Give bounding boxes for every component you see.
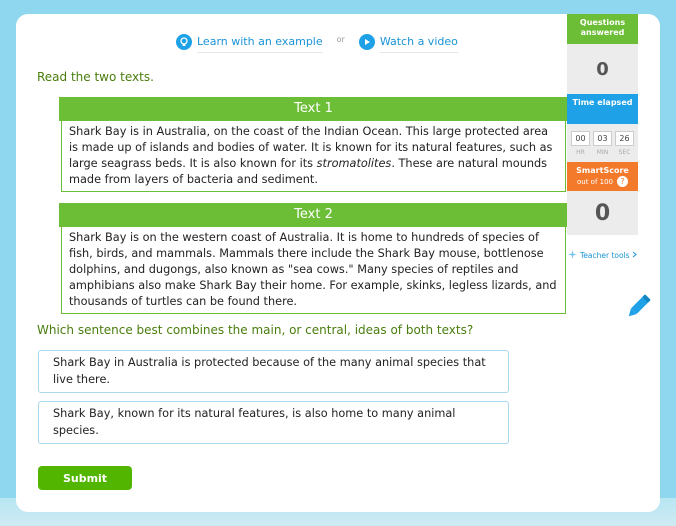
learn-with-example-label: Learn with an example — [197, 35, 323, 53]
timer-minutes-unit: MIN — [596, 149, 609, 156]
smartscore-out-of: out of 100 — [576, 177, 614, 186]
text-1-block — [59, 97, 568, 192]
teacher-tools-label: Teacher tools — [580, 251, 630, 260]
timer-seconds — [615, 131, 634, 162]
text-2-body: Shark Bay is on the western coast of Australia. It is home to hundreds of species of fish, birds, and mammals. Mammals there include the Shark Bay mouse, bottlenose dolphins, and dugongs, also known as "sea cows." Many species of reptiles and amphibians also make Shark Bay their home. For example, skinks, legless lizards, and thousands of turtles can be found there. — [61, 227, 566, 314]
timer-seconds-value: 26 — [615, 131, 634, 146]
lightbulb-icon — [176, 34, 192, 50]
question-icon[interactable]: ? — [617, 176, 628, 187]
chevron-right-icon — [632, 251, 637, 260]
text-1-italic-term: stromatolites — [316, 157, 392, 170]
timer — [567, 124, 638, 162]
learn-with-example-link[interactable] — [176, 31, 323, 53]
questions-answered-value: 0 — [567, 44, 638, 94]
answer-option-1[interactable]: Shark Bay in Australia is protected because of the many animal species that live there. — [38, 350, 509, 393]
smartscore-label: SmartScore — [576, 166, 629, 175]
help-bar — [176, 32, 458, 52]
watch-video-link[interactable] — [359, 31, 458, 53]
timer-minutes — [593, 131, 612, 162]
smartscore-subtitle — [577, 176, 628, 187]
practice-card — [16, 14, 660, 512]
play-icon — [359, 34, 375, 50]
smartscore-value: 0 — [567, 191, 638, 235]
time-elapsed-label: Time elapsed — [567, 94, 638, 124]
questions-answered-label: Questions answered — [567, 14, 638, 44]
text-1-title: Text 1 — [59, 97, 568, 121]
teacher-tools-link[interactable] — [568, 250, 638, 261]
sparkle-icon — [568, 250, 577, 261]
timer-seconds-unit: SEC — [618, 149, 631, 156]
question-prompt: Which sentence best combines the main, or central, ideas of both texts? — [37, 323, 474, 337]
answer-option-2[interactable]: Shark Bay, known for its natural features, is also home to many animal species. — [38, 401, 509, 444]
text-1-part-2: . These are natural mounds made from layers of bacteria and sediment. — [69, 157, 548, 186]
timer-hours-value: 00 — [571, 131, 590, 146]
text-1-body — [61, 121, 566, 192]
timer-hours — [571, 131, 590, 162]
progress-sidebar — [567, 14, 638, 261]
text-2-block — [59, 203, 568, 314]
timer-minutes-value: 03 — [593, 131, 612, 146]
help-or-separator: or — [336, 34, 345, 44]
smartscore-header — [567, 162, 638, 191]
submit-button[interactable]: Submit — [38, 466, 132, 490]
pencil-icon[interactable] — [623, 292, 653, 326]
instruction-text: Read the two texts. — [37, 70, 154, 84]
watch-video-label: Watch a video — [380, 35, 458, 53]
text-1-part-1: Shark Bay is in Australia, on the coast of the Indian Ocean. This large protected area is made up of islands and bodies of water. It is known for its natural features, such as large seagrass beds. It is also known for its — [69, 125, 553, 170]
timer-hours-unit: HR — [576, 149, 585, 156]
text-2-title: Text 2 — [59, 203, 568, 227]
